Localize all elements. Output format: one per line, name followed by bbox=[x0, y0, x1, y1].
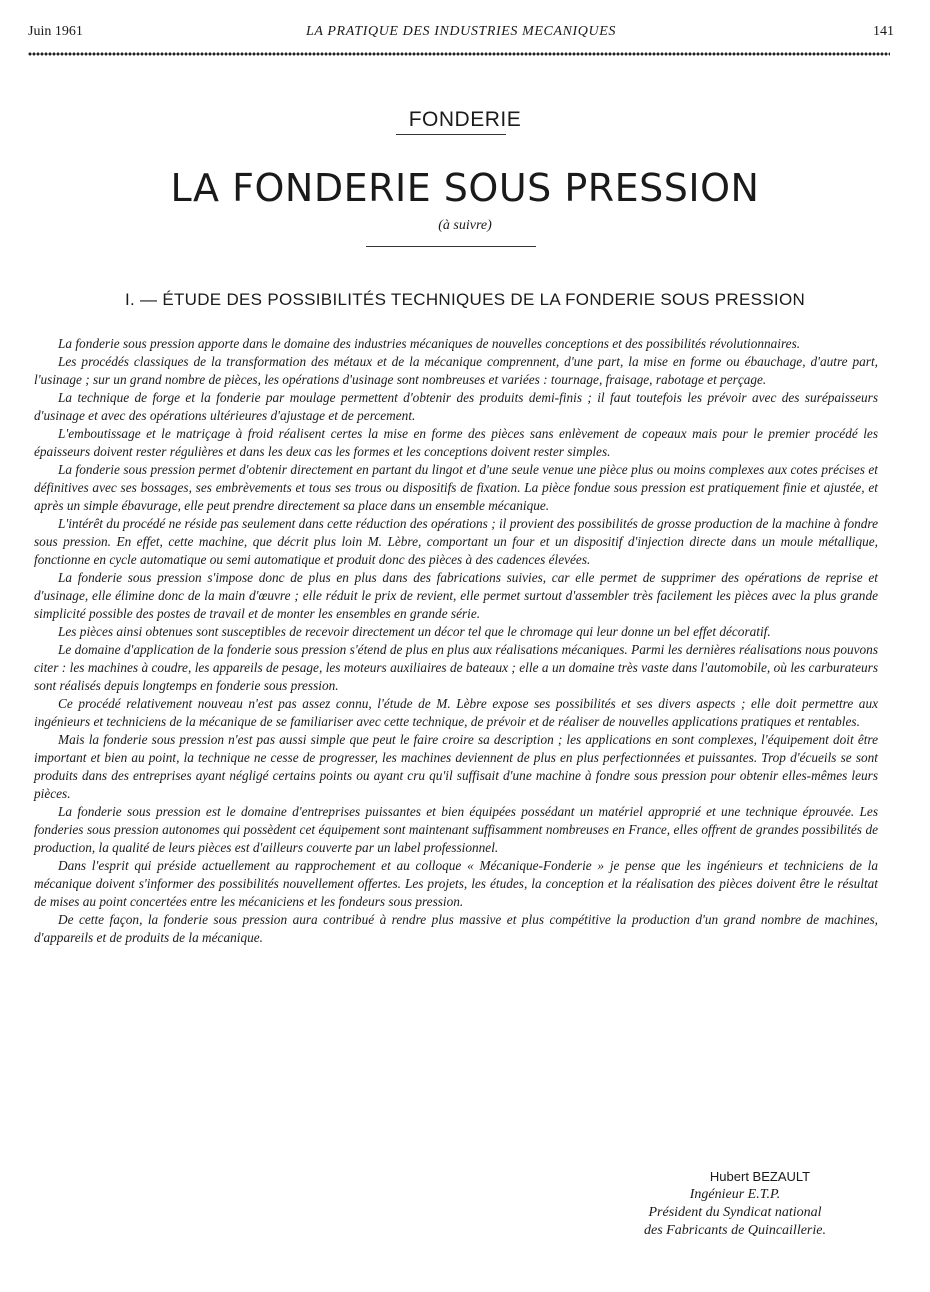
section-heading: FONDERIE bbox=[408, 108, 522, 131]
paragraph: De cette façon, la fonderie sous pression aura contribué à rendre plus massive et plus compétitive la production d'un grand nombre de machines, d'appareils et de produits de la mécanique. bbox=[34, 912, 878, 945]
author-name: Hubert BEZAULT bbox=[709, 1169, 811, 1184]
page-number: 141 bbox=[873, 24, 894, 39]
author-role-line-1: Président du Syndicat national bbox=[648, 1205, 822, 1220]
title-rule bbox=[366, 246, 536, 247]
signature-block bbox=[600, 1168, 870, 1240]
paragraph: L'intérêt du procédé ne réside pas seulement dans cette réduction des opérations ; il provient des possibilités de grosse production de la machine à fondre sous pression. En effet, cette machine, que décrit plus loin M. Lèbre, comportant un four et un dispositif d'injection directe dans un moule métallique, fonctionne en cycle automatique ou semi automatique et produit donc des pièces à des cadences élevées. bbox=[34, 516, 878, 567]
dotted-rule bbox=[28, 52, 890, 56]
chapter-heading: I. — ÉTUDE DES POSSIBILITÉS TECHNIQUES DE LA FONDERIE SOUS PRESSION bbox=[124, 290, 806, 309]
issue-date: Juin 1961 bbox=[28, 24, 83, 39]
paragraph: La fonderie sous pression est le domaine d'entreprises puissantes et bien équipées possédant un matériel approprié et une technique éprouvée. Les fonderies sous pression autonomes qui possèdent cet équipement sont maintenant suffisamment nombreuses en France, elles offrent de grandes possibilités de production, la qualité de leurs pièces est d'ailleurs couverte par un label professionnel. bbox=[34, 804, 878, 855]
author-title: Ingénieur E.T.P. bbox=[689, 1187, 781, 1202]
article-subtitle: (à suivre) bbox=[438, 218, 492, 233]
journal-title: LA PRATIQUE DES INDUSTRIES MECANIQUES bbox=[306, 24, 616, 39]
paragraph: Le domaine d'application de la fonderie sous pression s'étend de plus en plus aux réalisations mécaniques. Parmi les dernières réalisations nous pouvons citer : les machines à coudre, les appareils de pesage, les moteurs auxiliaires de bateaux ; elle a un domaine très vaste dans l'automobile, où les carburateurs sont réalisés depuis longtemps en fonderie sous pression. bbox=[34, 642, 878, 693]
paragraph: Les pièces ainsi obtenues sont susceptibles de recevoir directement un décor tel que le chromage qui leur donne un bel effet décoratif. bbox=[58, 624, 771, 639]
section-underline bbox=[396, 134, 506, 135]
paragraph: L'emboutissage et le matriçage à froid réalisent certes la mise en forme des pièces sans enlèvement de copeaux mais pour le premier procédé les épaisseurs doivent rester régulières et dans les deux cas les formes et les conceptions doivent rester simples. bbox=[34, 426, 878, 459]
running-header bbox=[28, 24, 894, 42]
paragraph: Ce procédé relativement nouveau n'est pas assez connu, l'étude de M. Lèbre expose ses possibilités et ses divers aspects ; elle doit permettre aux ingénieurs et techniciens de la mécanique de se familiariser avec cette technique, de prévoir et de réaliser de nouvelles applications pratiques et rentables. bbox=[34, 696, 878, 729]
paragraph: Mais la fonderie sous pression n'est pas aussi simple que peut le faire croire sa description ; les applications en sont complexes, l'équipement doit être important et bien au point, la technique ne cesse de progresser, les machines deviennent de plus en plus perfectionnées et puissantes. Trop d'écueils se sont produits dans des entreprises ayant négligé certains points ou ayant cru qu'il suffisait d'une machine à fondre sous pression pour obtenir elles-mêmes leurs pièces. bbox=[34, 732, 878, 801]
article-title: LA FONDERIE SOUS PRESSION bbox=[170, 166, 760, 210]
paragraph: La fonderie sous pression permet d'obtenir directement en partant du lingot et d'une seule venue une pièce plus ou moins complexes aux cotes précises et définitives avec ses bossages, ses embrèvements et tous ses trous ou dispositifs de fixation. La pièce fondue sous pression est pratiquement finie et ajustée, et après un simple ébavurage, elle peut prendre directement sa place dans un ensemble mécanique. bbox=[34, 462, 878, 513]
paragraph: La fonderie sous pression apporte dans le domaine des industries mécaniques de nouvelles conceptions et des possibilités révolutionnaires. bbox=[58, 336, 801, 351]
paragraph: Dans l'esprit qui préside actuellement au rapprochement et au colloque « Mécanique-Fonderie » je pense que les ingénieurs et techniciens de la mécanique doivent s'informer des possibilités nouvellement offertes. Les projets, les études, la conception et la réalisation des pièces doivent être le résultat de mises au point concertées entre les mécaniciens et les fondeurs sous pression. bbox=[34, 858, 878, 909]
paragraph: La technique de forge et la fonderie par moulage permettent d'obtenir des produits demi-finis ; il faut toutefois les prévoir avec des surépaisseurs d'usinage et avec des opérations ultérieures d'ajustage et de percement. bbox=[34, 390, 878, 423]
paragraph: La fonderie sous pression s'impose donc de plus en plus dans des fabrications suivies, car elle permet de supprimer des opérations de reprise et d'usinage, elle élimine donc de la main d'œuvre ; elle réduit le prix de revient, elle permet surtout d'assembler très facilement les pièces avec la plus grande simplicité possible des postes de travail et de monter les ensembles en grande série. bbox=[34, 570, 878, 621]
paragraph: Les procédés classiques de la transformation des métaux et de la mécanique comprennent, d'une part, la mise en forme ou ébauchage, d'autre part, l'usinage ; sur un grand nombre de pièces, les opérations d'usinage sont nombreuses et variées : tournage, fraisage, rabotage et perçage. bbox=[34, 354, 878, 387]
article-body bbox=[34, 335, 878, 947]
author-role-line-2: des Fabricants de Quincaillerie. bbox=[644, 1223, 826, 1238]
